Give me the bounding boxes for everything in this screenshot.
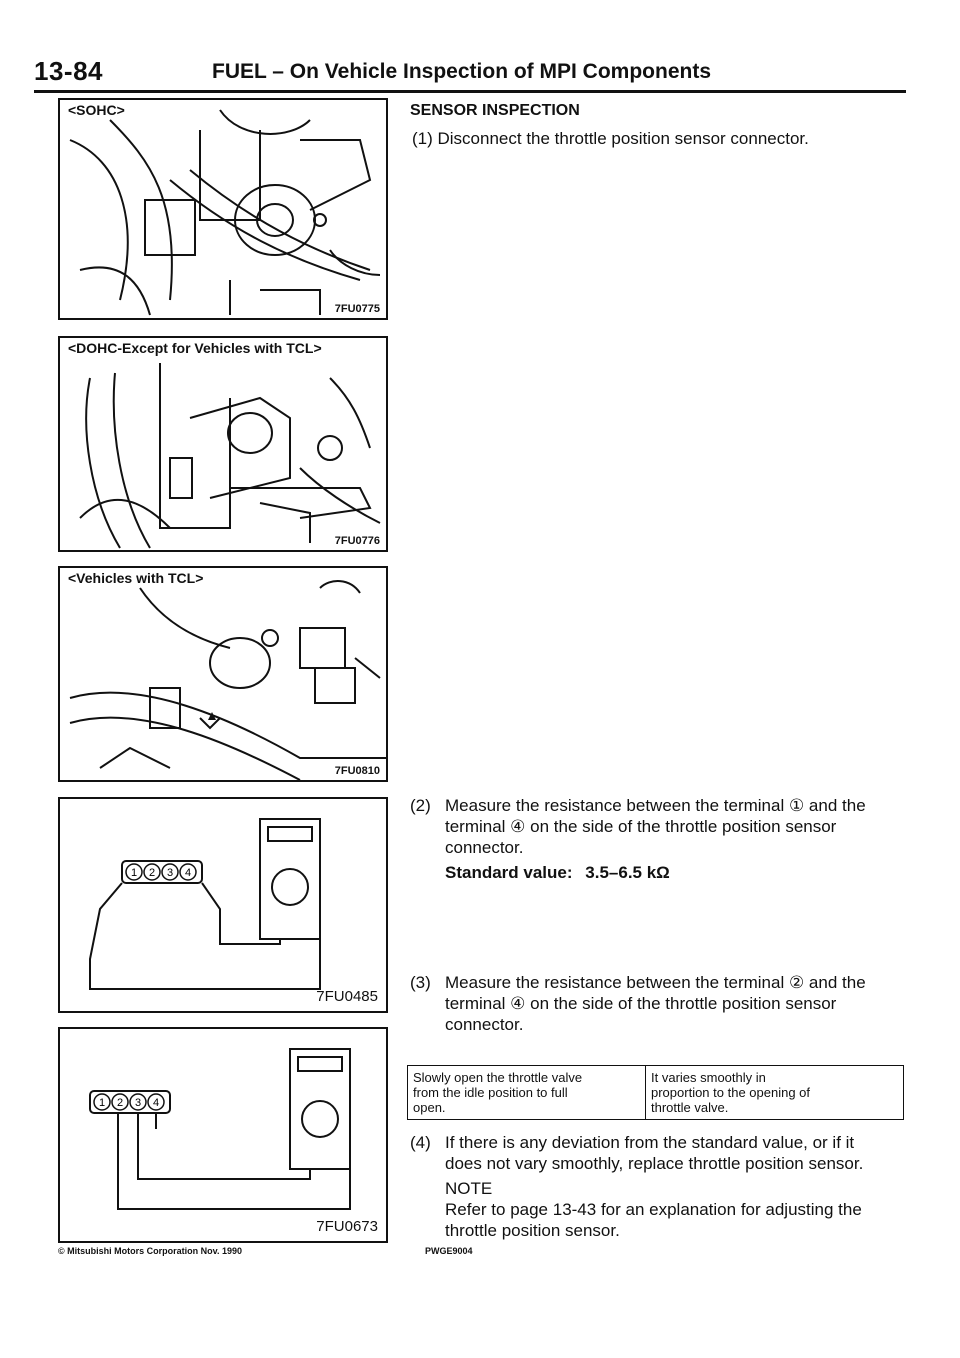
standard-value-label: Standard value: <box>445 863 573 882</box>
inspection-table <box>407 1065 904 1120</box>
step-3-line: Measure the resistance between the terminal ② and the <box>445 973 866 992</box>
figure-code: 7FU0485 <box>316 988 378 1005</box>
cell-line: Slowly open the throttle valve <box>413 1070 583 1085</box>
step-1: (1) Disconnect the throttle position sensor connector. <box>412 129 809 148</box>
terminal-2-label: 2 <box>148 867 156 879</box>
cell-line: proportion to the opening of <box>651 1085 811 1100</box>
standard-value <box>445 862 670 883</box>
table-cell-result <box>646 1066 904 1120</box>
step-2-number: (2) <box>410 796 431 815</box>
note-line: throttle position sensor. <box>445 1221 620 1240</box>
page-title: FUEL – On Vehicle Inspection of MPI Components <box>212 60 712 83</box>
footer-code: PWGE9004 <box>425 1246 473 1256</box>
page-number: 13-84 <box>34 56 103 86</box>
note-label: NOTE <box>445 1179 493 1198</box>
step-3-number: (3) <box>410 973 431 992</box>
cell-line: open. <box>413 1100 446 1115</box>
standard-value-number: 3.5–6.5 kΩ <box>585 863 670 882</box>
table-cell-condition <box>408 1066 646 1120</box>
note <box>445 1178 910 1241</box>
terminal-1-label: 1 <box>130 867 138 879</box>
step-4-line: does not vary smoothly, replace throttle position sensor. <box>445 1154 864 1173</box>
terminal-4-label: 4 <box>152 1097 160 1109</box>
step-3-line: terminal ④ on the side of the throttle position sensor <box>445 994 837 1013</box>
footer-copyright: © Mitsubishi Motors Corporation Nov. 1990 <box>58 1246 242 1256</box>
step-4-number: (4) <box>410 1133 431 1152</box>
multimeter-diagram <box>60 1029 386 1241</box>
header-rule <box>34 90 906 93</box>
cell-line: throttle valve. <box>651 1100 729 1115</box>
figure-meter-terminals-2-4 <box>58 1027 388 1243</box>
figure-tcl <box>58 566 388 782</box>
figure-label: <DOHC-Except for Vehicles with TCL> <box>68 340 322 356</box>
terminal-3-label: 3 <box>166 867 174 879</box>
step-2-line: Measure the resistance between the terminal ① and the <box>445 796 866 815</box>
step-4-line: If there is any deviation from the standard value, or if it <box>445 1133 855 1152</box>
engine-illustration-sohc <box>60 100 386 318</box>
figure-code: 7FU0776 <box>334 535 380 547</box>
engine-illustration-tcl <box>60 568 386 780</box>
cell-line: from the idle position to full <box>413 1085 568 1100</box>
figure-code: 7FU0673 <box>316 1218 378 1235</box>
step-3-text <box>445 972 910 1035</box>
figure-code: 7FU0775 <box>334 303 380 315</box>
figure-code: 7FU0810 <box>334 765 380 777</box>
terminal-4-label: 4 <box>184 867 192 879</box>
terminal-2-label: 2 <box>116 1097 124 1109</box>
step-3-line: connector. <box>445 1015 524 1034</box>
figure-meter-terminals-1-4 <box>58 797 388 1013</box>
cell-line: It varies smoothly in <box>651 1070 766 1085</box>
terminal-3-label: 3 <box>134 1097 142 1109</box>
note-line: Refer to page 13-43 for an explanation for adjusting the <box>445 1200 862 1219</box>
step-4-text <box>445 1132 910 1174</box>
multimeter-diagram <box>60 799 386 1011</box>
engine-illustration-dohc <box>60 338 386 550</box>
figure-label: <Vehicles with TCL> <box>68 570 204 586</box>
step-2-line: connector. <box>445 838 524 857</box>
section-heading: SENSOR INSPECTION <box>410 102 580 119</box>
step-2-line: terminal ④ on the side of the throttle position sensor <box>445 817 837 836</box>
step-2-text <box>445 795 910 858</box>
terminal-1-label: 1 <box>98 1097 106 1109</box>
figure-dohc <box>58 336 388 552</box>
figure-label: <SOHC> <box>68 102 125 118</box>
figure-sohc <box>58 98 388 320</box>
table-row <box>408 1066 904 1120</box>
